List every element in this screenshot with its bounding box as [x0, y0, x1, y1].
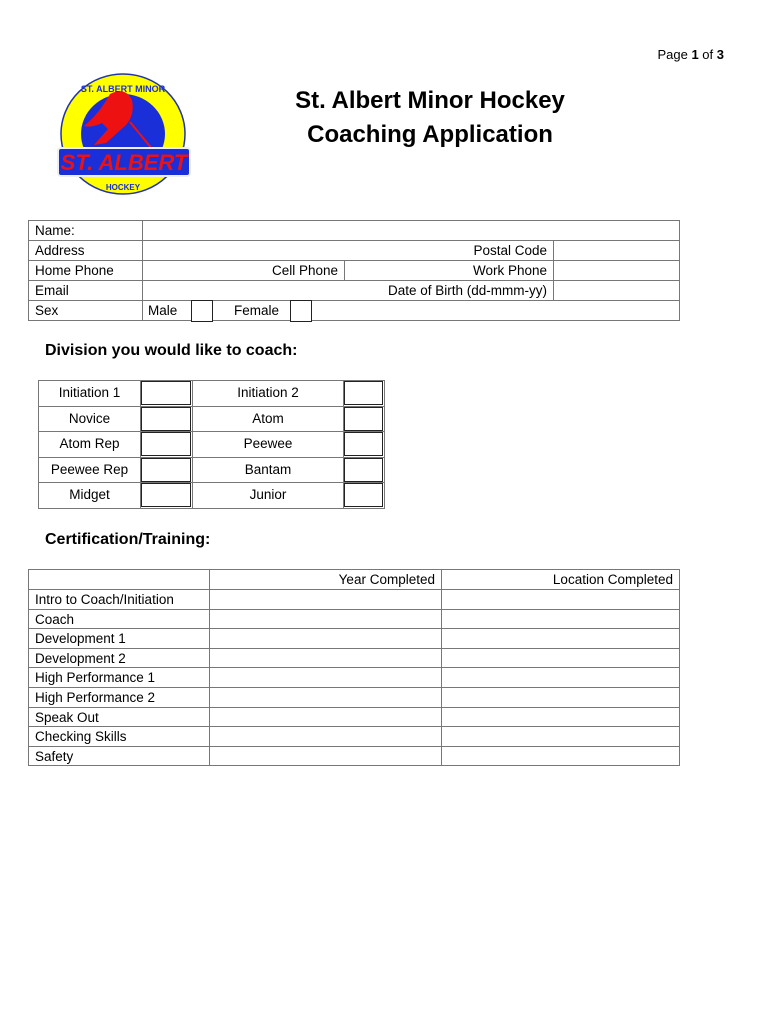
st-albert-logo: [55, 72, 195, 198]
division-checkbox[interactable]: [344, 381, 383, 405]
division-checkbox[interactable]: [344, 483, 383, 507]
female-checkbox[interactable]: [290, 300, 312, 322]
division-checkbox[interactable]: [344, 458, 383, 482]
cert-header-blank: [28, 569, 210, 590]
cert-location-field[interactable]: [441, 746, 680, 767]
division-option: Junior: [192, 482, 344, 509]
cert-year-field[interactable]: [209, 667, 442, 688]
address-field[interactable]: [142, 240, 554, 261]
cert-year-field[interactable]: [209, 707, 442, 728]
cert-row-label: Development 2: [28, 648, 210, 669]
cert-year-field[interactable]: [209, 589, 442, 610]
cert-year-field[interactable]: [209, 726, 442, 747]
postal-code-field[interactable]: [553, 240, 680, 261]
division-option: Atom: [192, 406, 344, 433]
dob-label: Date of Birth (dd-mmm-yy): [387, 283, 547, 298]
cert-location-field[interactable]: [441, 609, 680, 630]
cert-year-field[interactable]: [209, 609, 442, 630]
cert-location-field[interactable]: [441, 687, 680, 708]
division-option: Peewee: [192, 431, 344, 458]
division-checkbox[interactable]: [344, 407, 383, 431]
home-phone-label: Home Phone: [28, 260, 143, 281]
male-checkbox[interactable]: [191, 300, 213, 322]
division-option: Novice: [38, 406, 141, 433]
cert-row-label: Coach: [28, 609, 210, 630]
svg-text:HOCKEY: HOCKEY: [105, 183, 141, 192]
division-option: Atom Rep: [38, 431, 141, 458]
title-line1: St. Albert Minor Hockey: [295, 87, 565, 114]
cert-location-field[interactable]: [441, 726, 680, 747]
cert-header-year: Year Completed: [209, 569, 442, 590]
cert-row-label: Speak Out: [28, 707, 210, 728]
cert-row-label: High Performance 2: [28, 687, 210, 708]
cert-row-label: Intro to Coach/Initiation: [28, 589, 210, 610]
division-checkbox[interactable]: [141, 458, 191, 482]
division-option: Midget: [38, 482, 141, 509]
cert-year-field[interactable]: [209, 687, 442, 708]
female-label: Female: [234, 303, 280, 318]
home-phone-field[interactable]: [142, 260, 345, 281]
page-current: 1: [691, 47, 699, 62]
division-option: Initiation 1: [38, 380, 141, 407]
postal-code-label: Postal Code: [473, 243, 547, 258]
cert-location-field[interactable]: [441, 589, 680, 610]
page-label: Page: [657, 47, 688, 62]
email-label: Email: [28, 280, 143, 301]
cert-row-label: Checking Skills: [28, 726, 210, 747]
division-checkbox[interactable]: [344, 432, 383, 456]
cert-year-field[interactable]: [209, 746, 442, 767]
dob-field[interactable]: [553, 280, 680, 301]
svg-text:ST. ALBERT: ST. ALBERT: [60, 150, 188, 175]
cell-phone-field[interactable]: [344, 260, 554, 281]
division-option: Bantam: [192, 457, 344, 484]
division-checkbox[interactable]: [141, 483, 191, 507]
cert-year-field[interactable]: [209, 648, 442, 669]
page-of: of: [702, 47, 714, 62]
male-label: Male: [148, 303, 178, 318]
page-total: 3: [716, 47, 724, 62]
division-checkbox[interactable]: [141, 407, 191, 431]
cert-location-field[interactable]: [441, 707, 680, 728]
email-field[interactable]: [142, 280, 554, 301]
title-line2: Coaching Application: [307, 121, 553, 148]
division-heading: Division you would like to coach:: [45, 342, 298, 359]
work-phone-field[interactable]: [553, 260, 680, 281]
name-field[interactable]: [142, 220, 680, 241]
work-phone-label: Work Phone: [472, 263, 547, 278]
cert-location-field[interactable]: [441, 628, 680, 649]
division-checkbox[interactable]: [141, 381, 191, 405]
cert-row-label: High Performance 1: [28, 667, 210, 688]
address-label: Address: [28, 240, 143, 261]
cert-year-field[interactable]: [209, 628, 442, 649]
sex-label: Sex: [28, 300, 143, 321]
sex-row: [142, 300, 680, 321]
division-checkbox[interactable]: [141, 432, 191, 456]
cert-row-label: Safety: [28, 746, 210, 767]
cert-heading: Certification/Training:: [45, 531, 211, 548]
cert-row-label: Development 1: [28, 628, 210, 649]
cell-phone-label: Cell Phone: [271, 263, 338, 278]
svg-text:ST. ALBERT MINOR: ST. ALBERT MINOR: [80, 84, 166, 94]
cert-location-field[interactable]: [441, 667, 680, 688]
cert-location-field[interactable]: [441, 648, 680, 669]
name-label: Name:: [28, 220, 143, 241]
division-option: Initiation 2: [192, 380, 344, 407]
page-number: [657, 47, 724, 62]
cert-header-location: Location Completed: [441, 569, 680, 590]
division-option: Peewee Rep: [38, 457, 141, 484]
